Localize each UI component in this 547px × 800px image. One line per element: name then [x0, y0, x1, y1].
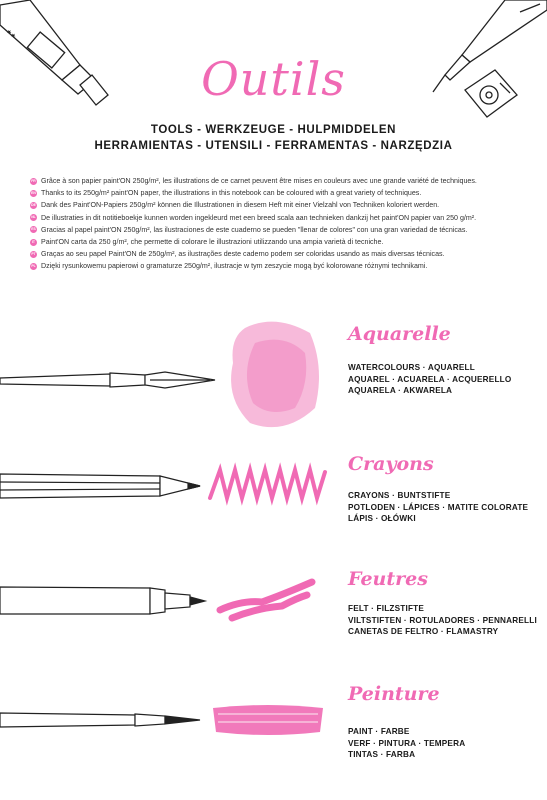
lang-badge-pl: PL	[31, 263, 36, 268]
lang-text-pt: Graças ao seu papel Paint'ON de 250g/m², as ilustrações deste caderno podem ser coloridas usando as mais diversas técnicas.	[41, 250, 445, 259]
svg-text:★★: ★★	[4, 28, 17, 41]
crayon-swatch	[205, 460, 330, 505]
section-line: WATERCOLOURS · AQUARELL	[348, 363, 475, 372]
section-line: VERF · PINTURA · TEMPERA	[348, 738, 466, 748]
watercolor-brush-icon	[0, 360, 215, 400]
section-line: FELT · FILZSTIFTE	[348, 604, 425, 613]
lang-row-es	[30, 224, 530, 236]
section-line: POTLODEN · LÁPICES · MATITE COLORATE	[348, 502, 529, 512]
lang-badge-es: ES	[31, 227, 36, 232]
section-title-feutres: Feutres	[348, 568, 428, 590]
lang-badge-it: IT	[31, 239, 35, 244]
lang-text-en: Thanks to its 250g/m² paint'ON paper, the illustrations in this notebook can be coloured with a great variety of techniques.	[41, 189, 422, 198]
section-title-peinture: Peinture	[348, 683, 440, 705]
subtitle-line-1: TOOLS - WERKZEUGE - HULPMIDDELEN	[150, 124, 397, 136]
section-line: AQUARELA · AKWARELA	[348, 386, 453, 395]
watercolor-swatch	[225, 318, 325, 433]
lang-badge-fr: FR	[31, 178, 36, 183]
paint-brush-icon	[0, 705, 205, 733]
lang-row-nl	[30, 212, 530, 224]
section-line: PAINT · FARBE	[348, 727, 410, 736]
lang-text-de: Dank des Paint'ON-Papiers 250g/m² können die Illustrationen in diesem Heft mit einer Vielzahl von Techniken koloriert werden.	[41, 201, 440, 210]
lang-badge-nl: NL	[31, 215, 36, 220]
section-title-aquarelle: Aquarelle	[348, 323, 451, 345]
section-line: TINTAS · FARBA	[348, 750, 416, 759]
felt-marker-icon	[0, 582, 210, 618]
paint-swatch	[208, 700, 328, 740]
lang-row-pl	[30, 260, 530, 272]
lang-text-it: Paint'ON carta da 250 g/m², che permette di colorare le illustrazioni utilizzando una ampia varietà di tecniche.	[41, 238, 384, 247]
section-line: LÁPIS · OŁÓWKI	[348, 514, 416, 523]
section-line: AQUAREL · ACUARELA · ACQUERELLO	[348, 374, 512, 384]
lang-text-pl: Dzięki rysunkowemu papierowi o gramaturze 250g/m², ilustracje w tym zeszycie mogą być kolorowane różnymi technikami.	[41, 262, 428, 271]
section-line: VILTSTIFTEN · ROTULADORES · PENNARELLI	[348, 615, 537, 625]
lang-text-nl: De illustraties in dit notitieboekje kunnen worden ingekleurd met een breed scala aan technieken dankzij het paint'ON papier van 250 g/m².	[41, 213, 477, 222]
lang-row-en	[30, 187, 530, 199]
lang-text-fr: Grâce à son papier paint'ON 250g/m², les illustrations de ce carnet peuvent être mises en couleurs avec une grande variété de techniques.	[41, 177, 477, 186]
lang-row-it	[30, 236, 530, 248]
subtitle-line-2: HERRAMIENTAS - UTENSILI - FERRAMENTAS - NARZĘDZIA	[94, 140, 453, 152]
section-lines-crayons	[348, 490, 528, 525]
lang-badge-de: DE	[31, 202, 36, 207]
lang-badge-pt: PT	[31, 251, 36, 256]
section-title-crayons: Crayons	[348, 453, 434, 475]
lang-row-pt	[30, 248, 530, 260]
section-line: CANETAS DE FELTRO · FLAMASTRY	[348, 627, 499, 636]
lang-badge-en: EN	[31, 190, 36, 195]
section-lines-aquarelle	[348, 362, 511, 397]
lang-row-de	[30, 199, 530, 211]
section-lines-feutres	[348, 603, 537, 638]
pencil-icon	[0, 468, 205, 502]
felt-swatch	[212, 570, 322, 625]
lang-row-fr	[30, 175, 530, 187]
lang-text-es: Gracias al papel paint'ON 250g/m², las ilustraciones de este cuaderno se pueden "llenar de colores" con una gran variedad de técnicas.	[41, 225, 468, 234]
section-lines-peinture	[348, 726, 465, 761]
language-list	[30, 175, 530, 273]
section-line: CRAYONS · BUNTSTIFTE	[348, 491, 451, 500]
page-title: Outils	[201, 52, 346, 106]
